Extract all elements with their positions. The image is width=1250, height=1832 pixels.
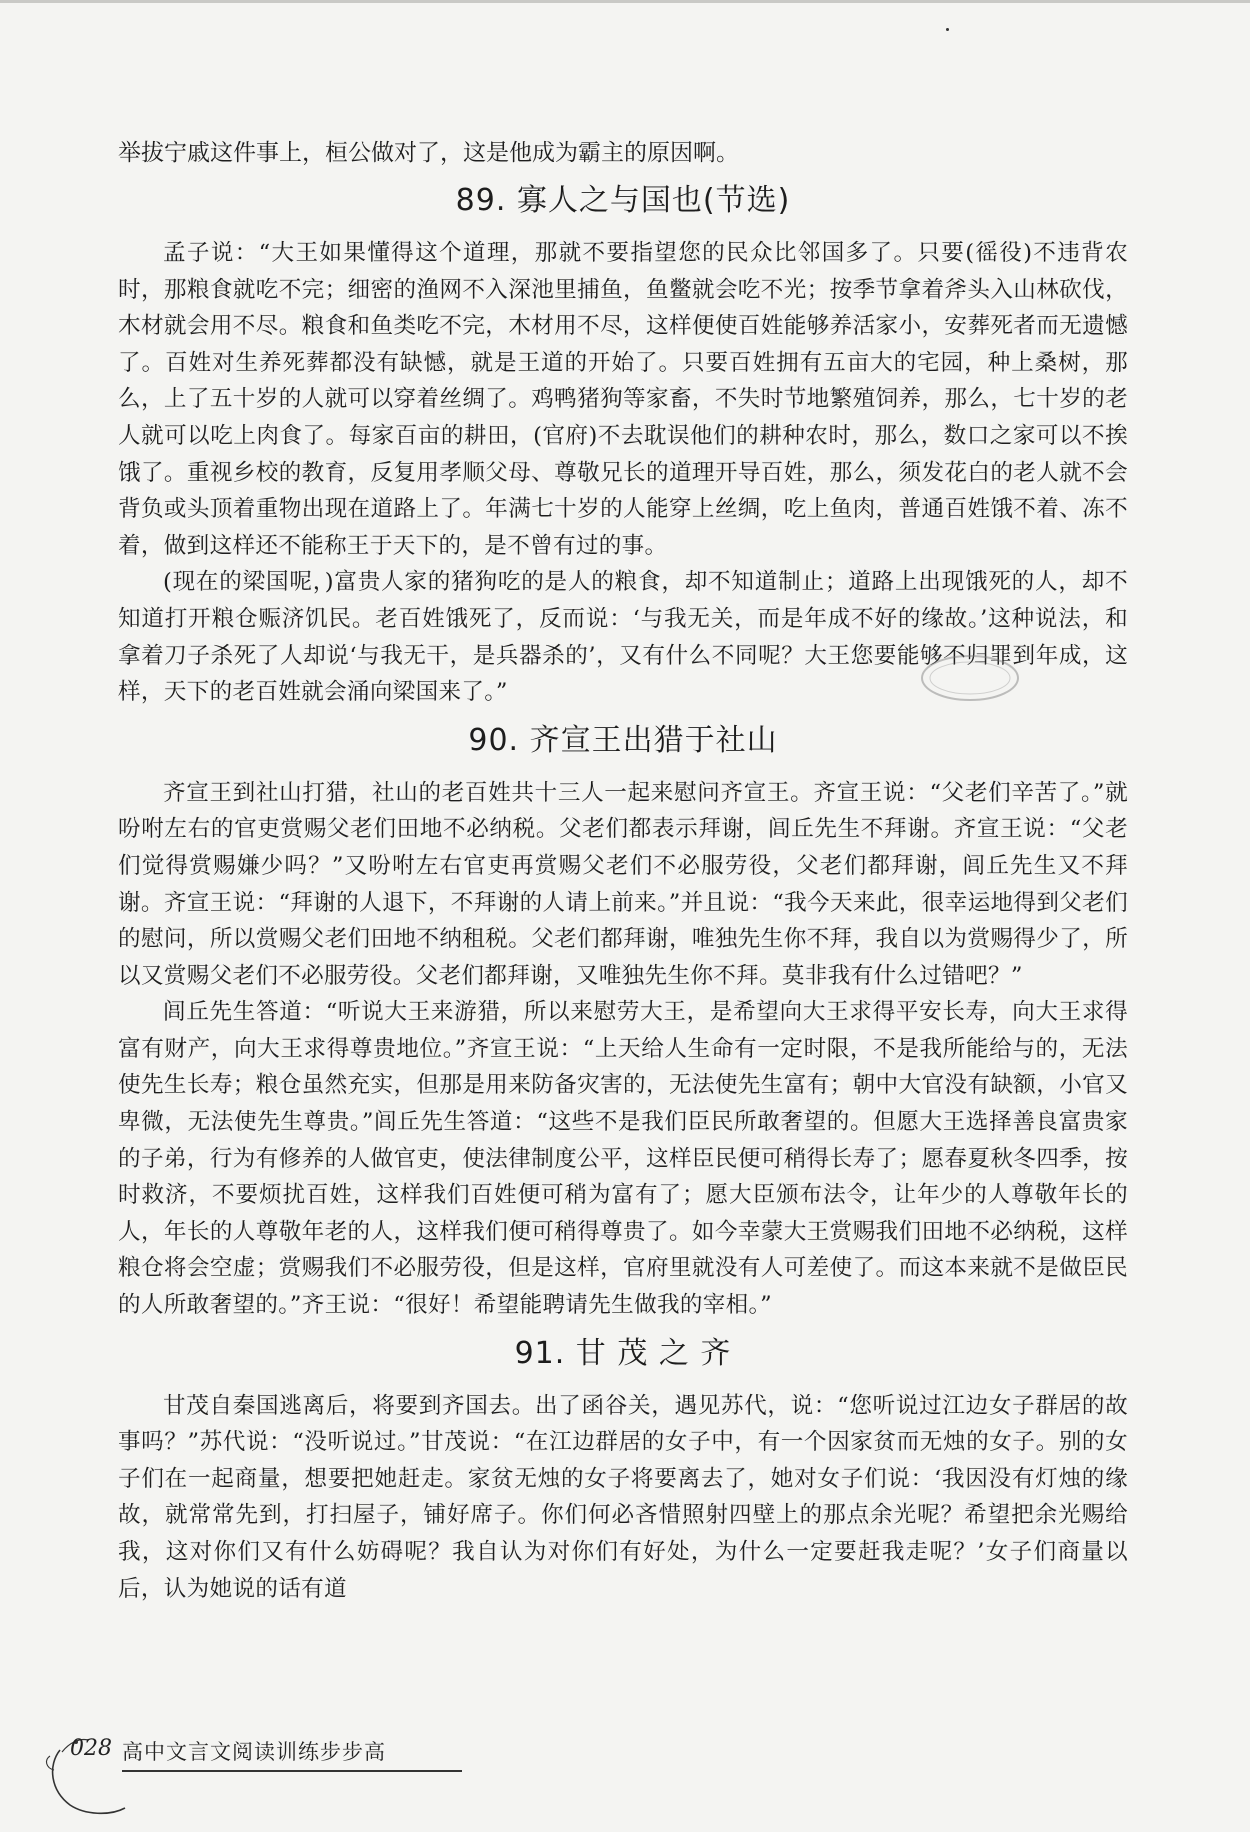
top-border xyxy=(0,0,1250,3)
footer-rule xyxy=(122,1770,462,1772)
paragraph: 孟子说：“大王如果懂得这个道理，那就不要指望您的民众比邻国多了。只要(徭役)不违背农时，那粮食就吃不完；细密的渔网不入深池里捕鱼，鱼鳖就会吃不光；按季节拿着斧头入山林砍伐，木材就会用不尽。粮食和鱼类吃不完，木材用不尽，这样便使百姓能够养活家小，安葬死者而无遗憾了。百姓对生养死葬都没有缺憾，就是王道的开始了。只要百姓拥有五亩大的宅园，种上桑树，那么，上了五十岁的人就可以穿着丝绸了。鸡鸭猪狗等家畜，不失时节地繁殖饲养，那么，七十岁的老人就可以吃上肉食了。每家百亩的耕田，(官府)不去耽误他们的耕种农时，那么，数口之家可以不挨饿了。重视乡校的教育，反复用孝顺父母、尊敬兄长的道理开导百姓，那么，须发花白的老人就不会背负或头顶着重物出现在道路上了。年满七十岁的人能穿上丝绸，吃上鱼肉，普通百姓饿不着、冻不着，做到这样还不能称王于天下的，是不曾有过的事。 xyxy=(118,240,1128,559)
stamp-icon xyxy=(910,648,1030,708)
paragraph: 齐宣王到社山打猎，社山的老百姓共十三人一起来慰问齐宣王。齐宣王说：“父老们辛苦了。”就吩咐左右的官吏赏赐父老们田地不必纳税。父老们都表示拜谢，闾丘先生不拜谢。齐宣王说：“父老们觉得赏赐嫌少吗？”又吩咐左右官吏再赏赐父老们不必服劳役，父老们都拜谢，闾丘先生又不拜谢。齐宣王说：“拜谢的人退下，不拜谢的人请上前来。”并且说：“我今天来此，很幸运地得到父老们的慰问，所以赏赐父老们田地不纳租税。父老们都拜谢，唯独先生你不拜，我自以为赏赐得少了，所以又赏赐父老们不必服劳役。父老们都拜谢，又唯独先生你不拜。莫非我有什么过错吧？” xyxy=(118,779,1128,989)
page-footer xyxy=(40,1720,480,1830)
section-title-90: 90. 齐宣王出猎于社山 xyxy=(468,722,778,758)
speck xyxy=(946,28,949,31)
page-number: 028 xyxy=(70,1736,112,1761)
paragraph: 甘茂自秦国逃离后，将要到齐国去。出了函谷关，遇见苏代，说：“您听说过江边女子群居的故事吗？”苏代说：“没听说过。”甘茂说：“在江边群居的女子中，有一个因家贫而无烛的女子。别的女子们在一起商量，想要把她赶走。家贫无烛的女子将要离去了，她对女子们说：‘我因没有灯烛的缘故，就常常先到，打扫屋子，铺好席子。你们何必吝惜照射四壁上的那点余光呢？希望把余光赐给我，这对你们又有什么妨碍呢？我自认为对你们有好处，为什么一定要赶我走呢？’女子们商量以后，认为她说的话有道 xyxy=(118,1392,1128,1602)
section-title-89: 89. 寡人之与国也(节选) xyxy=(455,183,791,218)
page-content xyxy=(118,135,1128,1607)
paragraph: (现在的梁国呢，)富贵人家的猪狗吃的是人的粮食，却不知道制止；道路上出现饿死的人，却不知道打开粮仓赈济饥民。老百姓饿死了，反而说：‘与我无关，而是年成不好的缘故。’这种说法，和拿着刀子杀死了人却说‘与我无干，是兵器杀的’，又有什么不同呢？大王您要能够不归罪到年成，这样，天下的老百姓就会涌向梁国来了。” xyxy=(118,569,1128,706)
section-title-91: 91. 甘 茂 之 齐 xyxy=(514,1335,732,1371)
intro-line: 举拔宁戚这件事上，桓公做对了，这是他成为霸主的原因啊。 xyxy=(118,140,739,166)
paragraph: 闾丘先生答道：“听说大王来游猎，所以来慰劳大王，是希望向大王求得平安长寿，向大王求得富有财产，向大王求得尊贵地位。”齐宣王说：“上天给人生命有一定时限，不是我所能给与的，无法使先生长寿；粮仓虽然充实，但那是用来防备灾害的，无法使先生富有；朝中大官没有缺额，小官又卑微，无法使先生尊贵。”闾丘先生答道：“这些不是我们臣民所敢奢望的。但愿大王选择善良富贵家的子弟，行为有修养的人做官吏，使法律制度公平，这样臣民便可稍得长寿了；愿春夏秋冬四季，按时救济，不要烦扰百姓，这样我们百姓便可稍为富有了；愿大臣颁布法令，让年少的人尊敬年长的人，年长的人尊敬年老的人，这样我们便可稍得尊贵了。如今幸蒙大王赏赐我们田地不必纳税，这样粮仓将会空虚；赏赐我们不必服劳役，但是这样，官府里就没有人可差使了。而这本来就不是做臣民的人所敢奢望的。”齐王说：“很好！希望能聘请先生做我的宰相。” xyxy=(118,999,1128,1319)
book-title: 高中文言文阅读训练步步高 xyxy=(122,1740,386,1764)
